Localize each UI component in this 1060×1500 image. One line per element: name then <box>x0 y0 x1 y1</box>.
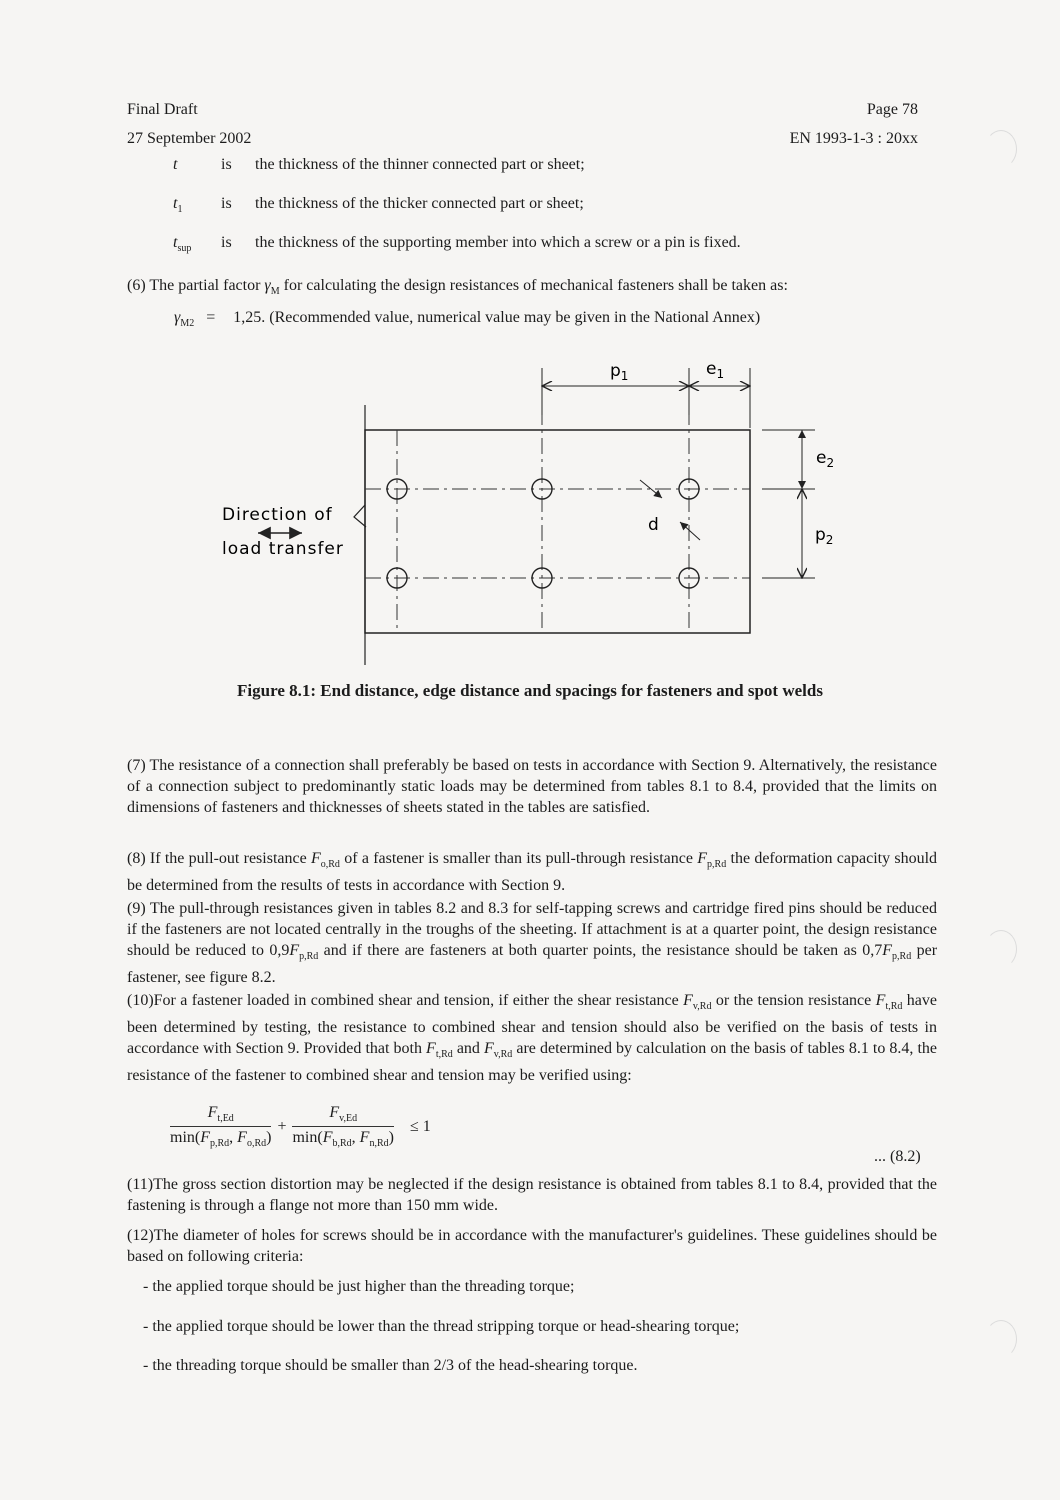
para10-text-c: have been determined by testing, the resistance to combined shear and tension should also be verified on the basis of tests in accordance with Section 9. Provided that both <box>127 992 937 1058</box>
definition-text: the thickness of the thinner connected part or sheet; <box>255 156 585 173</box>
fv-rd-symbol: $F_{v,Rd}$ <box>484 1040 513 1061</box>
page-number: Page 78 <box>866 101 918 118</box>
reduction-factor-1: 0,9 <box>269 942 290 959</box>
paragraph-9 <box>127 898 937 988</box>
equation-number: ... (8.2) <box>874 1148 921 1165</box>
binder-hole-mark <box>985 1320 1017 1358</box>
para8-text-c: the deformation capacity should be determined from the results of tests in accordance with Section 9. <box>127 850 938 895</box>
paragraph-12: (12)The diameter of holes for screws should be in accordance with the manufacturer's guidelines. These guidelines should be based on following criteria: <box>127 1227 937 1265</box>
direction-label-line1: Direction of <box>222 505 333 525</box>
e1-label: $e_1$ <box>706 359 725 381</box>
equals-sign: = <box>206 309 216 326</box>
definition-is: is <box>221 234 232 251</box>
definition-text: the thickness of the thicker connected part or sheet; <box>255 195 584 212</box>
sheet-outline <box>365 430 750 633</box>
criteria-item: - the applied torque should be lower than the thread stripping torque or head-shearing torque; <box>143 1318 740 1335</box>
para10-text-b: or the tension resistance <box>715 992 872 1009</box>
definition-is: is <box>221 156 232 173</box>
p1-label: $p_1$ <box>610 361 629 383</box>
ft-rd-symbol: $F_{t,Rd}$ <box>875 992 903 1013</box>
diameter-label: d <box>648 515 659 535</box>
fv-rd-symbol: $F_{v,Rd}$ <box>683 992 712 1013</box>
paragraph-10 <box>127 990 937 1086</box>
paragraph-7: (7) The resistance of a connection shall preferably be based on tests in accordance with Section 9. Alternatively, the resistance of a connection subject to predominantly static loads may be determined from tables 8.1 to 8.4, provided that the limits on dimensions of fasteners and thicknesses of sheets stated in the tables are satisfied. <box>127 757 937 816</box>
para6-text-a: (6) The partial factor <box>127 277 261 294</box>
para8-text-a: (8) If the pull-out resistance <box>127 850 307 867</box>
draft-date: 27 September 2002 <box>127 130 252 147</box>
figure-caption: Figure 8.1: End distance, edge distance and spacings for fasteners and spot welds <box>237 681 823 700</box>
definition-symbol: $t_{sup}$ <box>173 234 192 255</box>
para9-text-c: per fastener, see figure 8.2. <box>127 942 938 987</box>
interaction-formula <box>170 1104 431 1149</box>
gamma-m-symbol: $\gamma_M$ <box>264 277 280 298</box>
formula-rhs: ≤ 1 <box>409 1117 431 1135</box>
ft-rd-symbol: $F_{t,Rd}$ <box>426 1040 453 1061</box>
para6-text-b: for calculating the design resistances of mechanical fasteners shall be taken as: <box>283 277 788 294</box>
break-symbol <box>354 505 366 527</box>
gamma-m2-symbol: $\gamma_{M2}$ <box>174 309 195 330</box>
pull-out-resistance-symbol: $F_{o,Rd}$ <box>310 850 340 871</box>
binder-hole-mark <box>985 930 1017 968</box>
figure-8-1 <box>0 0 1060 680</box>
para10-text-a: (10)For a fastener loaded in combined shear and tension, if either the shear resistance <box>127 992 679 1009</box>
standard-code: EN 1993-1-3 : 20xx <box>789 130 918 147</box>
criteria-item: - the threading torque should be smaller than 2/3 of the head-shearing torque. <box>143 1357 638 1374</box>
criteria-item: - the applied torque should be just higher than the threading torque; <box>143 1278 575 1295</box>
para9-text-a: (9) The pull-through resistances given in tables 8.2 and 8.3 for self-tapping screws and cartridge fired pins should be reduced if the fasteners are not located centrally in the troughs of the sheeting. If attachment is at a quarter point, the design resistance should be reduced to <box>127 900 937 959</box>
para10-and: and <box>456 1040 480 1058</box>
definition-symbol: t <box>173 156 178 173</box>
para8-text-b: of a fastener is smaller than its pull-through resistance <box>344 850 693 867</box>
tension-term: $\frac{F_{t,Ed}}{\min(F_{p,Rd}, F_{o,Rd})}$ <box>170 1104 272 1150</box>
recommended-value: 1,25. (Recommended value, numerical value may be given in the National Annex) <box>233 309 761 326</box>
paragraph-8 <box>127 848 937 896</box>
paragraph-11: (11)The gross section distortion may be neglected if the design resistance is obtained from tables 8.1 to 8.4, provided that the fastening is through a flange not more than 150 mm wide. <box>127 1176 937 1214</box>
draft-label: Final Draft <box>127 101 198 118</box>
direction-label-line2: load transfer <box>222 539 344 559</box>
diameter-leader <box>680 522 700 540</box>
definition-symbol: $t_1$ <box>173 195 183 216</box>
definition-text: the thickness of the supporting member into which a screw or a pin is fixed. <box>255 234 741 251</box>
definition-is: is <box>221 195 232 212</box>
para9-text-b: and if there are fasteners at both quarter points, the resistance should be taken as <box>323 942 857 959</box>
e2-label: $e_2$ <box>816 448 835 470</box>
fp-rd-symbol: $F_{p,Rd}$ <box>289 942 319 963</box>
p2-label: $p_2$ <box>815 525 834 547</box>
para10-text-d: are determined by calculation on the basis of tables 8.1 to 8.4, the resistance of the fastener to combined shear and tension may be verified using: <box>127 1040 937 1085</box>
binder-hole-mark <box>985 130 1017 168</box>
shear-term: $\frac{F_{v,Ed}}{\min(F_{b,Rd}, F_{n,Rd})}$ <box>292 1104 394 1150</box>
fp-rd-symbol: $F_{p,Rd}$ <box>882 942 912 963</box>
pull-through-resistance-symbol: $F_{p,Rd}$ <box>697 850 727 871</box>
reduction-factor-2: 0,7 <box>862 942 883 959</box>
plus-sign: + <box>277 1117 287 1135</box>
